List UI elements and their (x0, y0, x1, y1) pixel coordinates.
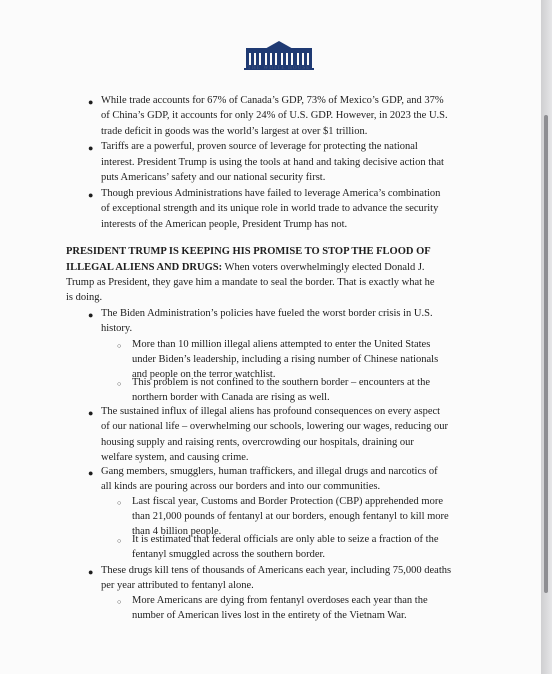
scrollbar-thumb[interactable] (544, 115, 548, 593)
text-line: of China’s GDP, it accounts for only 24% of U.S. GDP. However, in 2023 the U.S. (101, 110, 448, 121)
bullet-icon: ● (88, 310, 94, 320)
text-line: of our national life – overwhelming our schools, lowering our wages, reducing our (101, 421, 448, 432)
bullet-icon: ● (88, 143, 94, 153)
text-line: Last fiscal year, Customs and Border Protection (CBP) apprehended more (132, 496, 444, 507)
text-line: housing supply and raising rents, overcrowding our hospitals, draining our (101, 437, 414, 448)
bullet-icon: ● (88, 97, 94, 107)
bullet-icon: ● (88, 190, 94, 200)
text-line: number of American lives lost in the entirety of the Vietnam War. (132, 610, 407, 621)
text-line: More Americans are dying from fentanyl overdoses each year than the (132, 595, 428, 606)
section-heading: PRESIDENT TRUMP IS KEEPING HIS PROMISE TO STOP THE FLOOD OF (66, 246, 431, 257)
text-line: of exceptional strength and its unique role in world trade to advance the security (101, 203, 439, 214)
text-line (66, 262, 425, 273)
text-line: Trump as President, they gave him a mandate to seal the border. That is exactly what he (66, 277, 435, 288)
text-line: than 21,000 pounds of fentanyl at our borders, enough fentanyl to kill more (132, 511, 449, 522)
logo-caption: THE WHITE HOUSE (247, 66, 311, 71)
text-line: puts Americans’ safety and our national security first. (101, 172, 326, 183)
text-line: It is estimated that federal officials are only able to seize a fraction of the (132, 534, 439, 545)
text-line: northern border with Canada are rising as well. (132, 392, 330, 403)
heading-rest: When voters overwhelmingly elected Donald J. (222, 262, 425, 273)
text-line: than 4 billion people. (132, 526, 222, 537)
sub-bullet-icon: ○ (117, 499, 122, 507)
text-line: all kinds are pouring across our borders and into our communities. (101, 481, 381, 492)
text-line: The sustained influx of illegal aliens has profound consequences on every aspect (101, 406, 441, 417)
section-heading-cont: ILLEGAL ALIENS AND DRUGS: (66, 262, 223, 273)
text-line: The Biden Administration’s policies have fueled the worst border crisis in U.S. (101, 308, 433, 319)
text-line: fentanyl smuggled across the southern border. (132, 549, 326, 560)
white-house-logo (239, 38, 319, 78)
sub-bullet-icon: ○ (117, 380, 122, 388)
text-line: trade deficit in goods was the world’s largest at over $1 trillion. (101, 126, 368, 137)
text-line: history. (101, 323, 133, 334)
sub-bullet-icon: ○ (117, 537, 122, 545)
text-line: This problem is not confined to the southern border – encounters at the (132, 377, 431, 388)
text-line: interest. President Trump is using the tools at hand and taking decisive action that (101, 157, 444, 168)
text-line: More than 10 million illegal aliens attempted to enter the United States (132, 339, 431, 350)
text-line: Gang members, smugglers, human traffickers, and illegal drugs and narcotics of (101, 466, 438, 477)
text-line: welfare system, and causing crime. (101, 452, 249, 463)
text-line: and people on the terror watchlist. (132, 369, 276, 380)
sub-bullet-icon: ○ (117, 342, 122, 350)
text-line: Tariffs are a powerful, proven source of leverage for protecting the national (101, 141, 418, 152)
sub-bullet-icon: ○ (117, 598, 122, 606)
bullet-icon: ● (88, 567, 94, 577)
text-line: Though previous Administrations have failed to leverage America’s combination (101, 188, 441, 199)
text-line: These drugs kill tens of thousands of Americans each year, including 75,000 deaths (101, 565, 452, 576)
text-line: under Biden’s leadership, including a rising number of Chinese nationals (132, 354, 439, 365)
text-line: is doing. (66, 292, 103, 303)
bullet-icon: ● (88, 408, 94, 418)
text-line: interests of the American people, President Trump has not. (101, 219, 348, 230)
bullet-icon: ● (88, 468, 94, 478)
text-line: While trade accounts for 67% of Canada’s GDP, 73% of Mexico’s GDP, and 37% (101, 95, 444, 106)
text-line: per year attributed to fentanyl alone. (101, 580, 254, 591)
